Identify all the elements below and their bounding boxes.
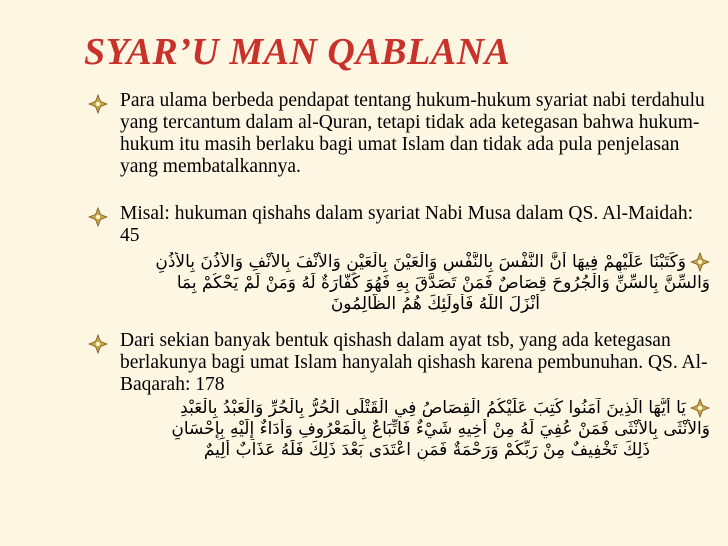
bullet-item-misal — [88, 203, 708, 247]
decorative-star-icon — [690, 252, 710, 272]
decorative-star-icon — [88, 94, 108, 114]
arabic-line-3: أَنْزَلَ اللَّهُ فَأُولَئِكَ هُمُ الظَّالِمُونَ — [330, 294, 540, 314]
arabic-line-1 — [90, 398, 710, 419]
decorative-star-icon — [88, 207, 108, 227]
slide-title: SYAR’U MAN QABLANA — [84, 31, 511, 73]
arabic-line-1 — [90, 252, 710, 273]
bullet-item-ulama — [88, 90, 708, 178]
arabic-text: وَكَتَبْنَا عَلَيْهِمْ فِيهَا أَنَّ النَّفْسَ بِالنَّفْسِ وَالْعَيْنَ بِالْعَيْنِ وَالأَنْفَ بِالأَنْفِ وَالأُذُنَ بِالأُذُنِ — [155, 252, 686, 272]
arabic-line-2: وَالسِّنَّ بِالسِّنِّ وَالْجُرُوحَ قِصَاصٌ فَمَنْ تَصَدَّقَ بِهِ فَهُوَ كَفَّارَةٌ لَهُ وَمَنْ لَمْ يَحْكُمْ بِمَا — [176, 273, 710, 293]
decorative-star-icon — [88, 334, 108, 354]
decorative-star-icon — [690, 398, 710, 418]
bullet-text: Para ulama berbeda pendapat tentang hukum-hukum syariat nabi terdahulu yang tercantum dalam al-Quran, tetapi tidak ada ketegasan bahwa hukum-hukum itu masih berlaku bagi umat Islam dan tidak ada pula penjelasan yang membatalkannya. — [120, 90, 705, 177]
bullet-item-qishash — [88, 330, 708, 396]
arabic-verse-al-maidah — [90, 252, 710, 315]
arabic-text: يَا أَيُّهَا الَّذِينَ آمَنُوا كُتِبَ عَلَيْكُمُ الْقِصَاصُ فِي الْقَتْلَى الْحُرُّ بِالْحُرِّ وَالْعَبْدُ بِالْعَبْدِ — [180, 398, 686, 418]
arabic-verse-al-baqarah — [90, 398, 710, 461]
arabic-line-3: ذَلِكَ تَخْفِيفٌ مِنْ رَبِّكُمْ وَرَحْمَةٌ فَمَنِ اعْتَدَى بَعْدَ ذَلِكَ فَلَهُ عَذَابٌ أَلِيمٌ — [203, 440, 650, 460]
arabic-line-2: وَالأُنْثَى بِالأُنْثَى فَمَنْ عُفِيَ لَهُ مِنْ أَخِيهِ شَيْءٌ فَاتِّبَاعٌ بِالْمَعْرُوفِ وَأَدَاءٌ إِلَيْهِ بِإِحْسَانٍ — [171, 419, 710, 439]
bullet-text: Dari sekian banyak bentuk qishash dalam ayat tsb, yang ada ketegasan berlakunya bagi umat Islam hanyalah qishash karena pembunuhan. QS. Al-Baqarah: 178 — [120, 330, 708, 395]
bullet-text: Misal: hukuman qishahs dalam syariat Nabi Musa dalam QS. Al-Maidah: 45 — [120, 203, 693, 246]
